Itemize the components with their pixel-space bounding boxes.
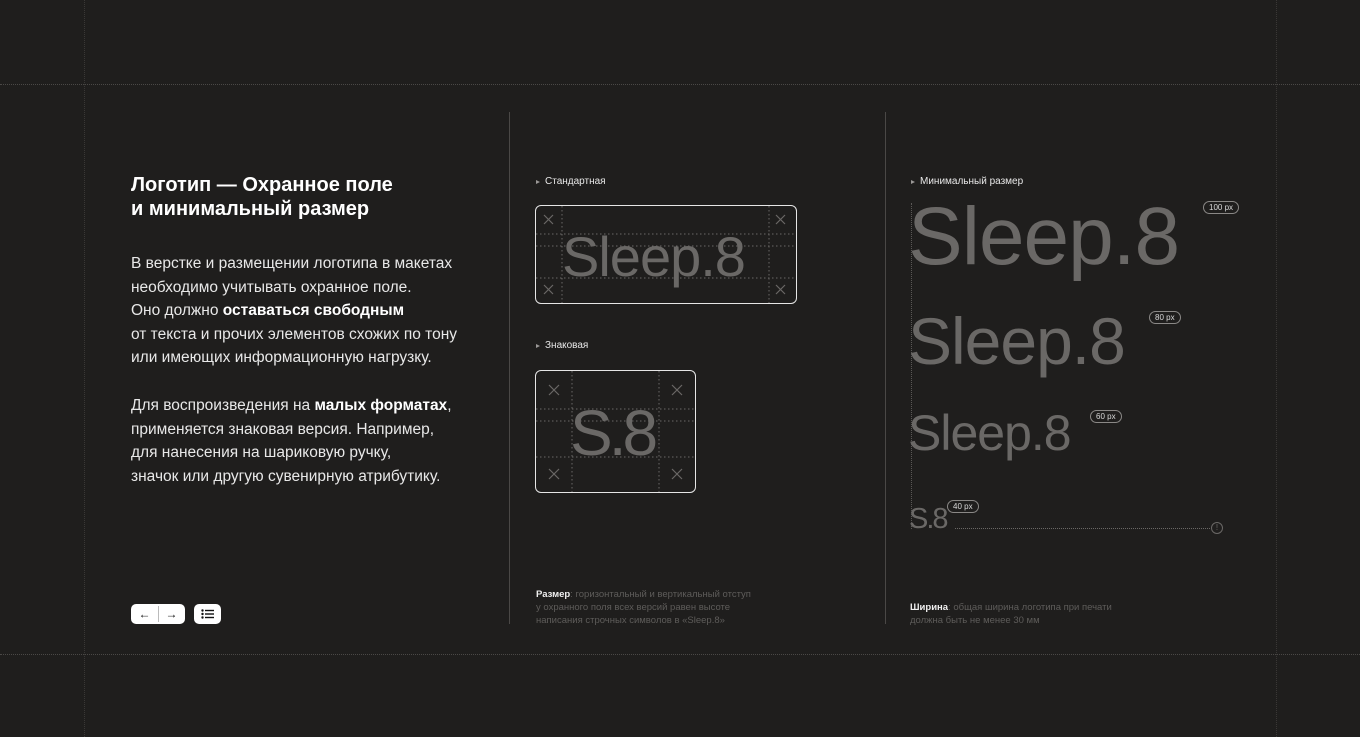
triangle-bullet-icon xyxy=(536,344,540,348)
paragraph2-line1-bold: малых форматах xyxy=(314,397,448,414)
size-footnote-line3: написания строчных символов в «Sleep.8» xyxy=(536,615,725,626)
page-title-line1: Логотип — Охранное поле xyxy=(131,174,393,196)
guide-line-right xyxy=(1276,0,1277,737)
standard-label-text: Стандартная xyxy=(545,176,606,187)
guide-line-top xyxy=(0,84,1360,85)
size-badge-100: 100 px xyxy=(1203,201,1239,214)
paragraph1-line4: от текста и прочих элементов схожих по тону xyxy=(131,325,458,343)
paragraph1-line5: или имеющих информационную нагрузку. xyxy=(131,349,432,366)
sign-logo-frame xyxy=(535,370,696,493)
size-badge-80: 80 px xyxy=(1149,311,1181,324)
standard-label xyxy=(536,176,606,187)
info-icon[interactable] xyxy=(1211,522,1223,534)
size-footnote-bold: Размер xyxy=(536,589,571,600)
sign-label xyxy=(536,340,588,351)
page-title-line2: и минимальный размер xyxy=(131,198,370,220)
paragraph2-line1-pre: Для воспроизведения на xyxy=(131,397,315,414)
width-footnote-line2: должна быть не менее 30 мм xyxy=(910,615,1040,626)
size-footnote-line2: у охранного поля всех версий равен высоте xyxy=(536,602,731,613)
min-size-guide-line xyxy=(955,528,1210,529)
paragraph-small-formats xyxy=(131,394,501,488)
width-footnote-line1: : общая ширина логотипа при печати xyxy=(948,602,1112,613)
triangle-bullet-icon xyxy=(911,180,915,184)
min-size-label xyxy=(911,176,1023,187)
paragraph1-line3-pre: Оно должно xyxy=(131,302,223,319)
paragraph2-line3: для нанесения на шариковую ручку, xyxy=(131,444,392,461)
page-title xyxy=(131,173,491,221)
standard-logo: Sleep.8 xyxy=(562,225,745,288)
standard-logo-frame xyxy=(535,205,797,304)
paragraph1-line1: В верстке и размещении логотипа в макетах xyxy=(131,255,453,272)
triangle-bullet-icon xyxy=(536,180,540,184)
list-icon xyxy=(201,609,214,619)
size-footnote-line1: : горизонтальный и вертикальный отступ xyxy=(570,589,751,600)
paragraph2-line1-post: , xyxy=(447,397,452,414)
paragraph1-line2: необходимо учитывать охранное поле. xyxy=(131,278,412,296)
logo-60px: Sleep.8 xyxy=(908,405,1071,461)
column-separator-2 xyxy=(885,112,886,624)
info-glyph: ! xyxy=(1215,523,1219,532)
next-button[interactable] xyxy=(159,607,185,621)
sign-logo: S.8 xyxy=(570,397,655,469)
width-footnote-bold: Ширина xyxy=(910,602,949,613)
prev-button[interactable] xyxy=(132,607,158,621)
menu-button[interactable] xyxy=(194,604,221,624)
paragraph2-line2: применяется знаковая версия. Например, xyxy=(131,420,435,438)
paragraph1-line3-bold: оставаться свободным xyxy=(222,302,405,319)
guide-line-left xyxy=(84,0,85,737)
width-footnote xyxy=(910,601,1170,627)
logo-100px: Sleep.8 xyxy=(908,191,1180,282)
size-footnote xyxy=(536,588,796,627)
logo-40px: S.8 xyxy=(909,503,947,535)
arrow-left-icon: ← xyxy=(138,607,151,621)
size-badge-60: 60 px xyxy=(1090,410,1122,423)
guide-line-bottom xyxy=(0,654,1360,655)
paragraph-protective-field xyxy=(131,252,501,370)
arrow-right-icon: → xyxy=(165,607,178,621)
sign-label-text: Знаковая xyxy=(545,340,589,351)
min-size-label-text: Минимальный размер xyxy=(920,176,1024,187)
size-badge-40: 40 px xyxy=(947,500,979,513)
nav-divider xyxy=(158,606,159,622)
column-separator-1 xyxy=(509,112,510,624)
paragraph2-line4: значок или другую сувенирную атрибутику. xyxy=(131,467,441,485)
logo-80px: Sleep.8 xyxy=(908,304,1125,378)
